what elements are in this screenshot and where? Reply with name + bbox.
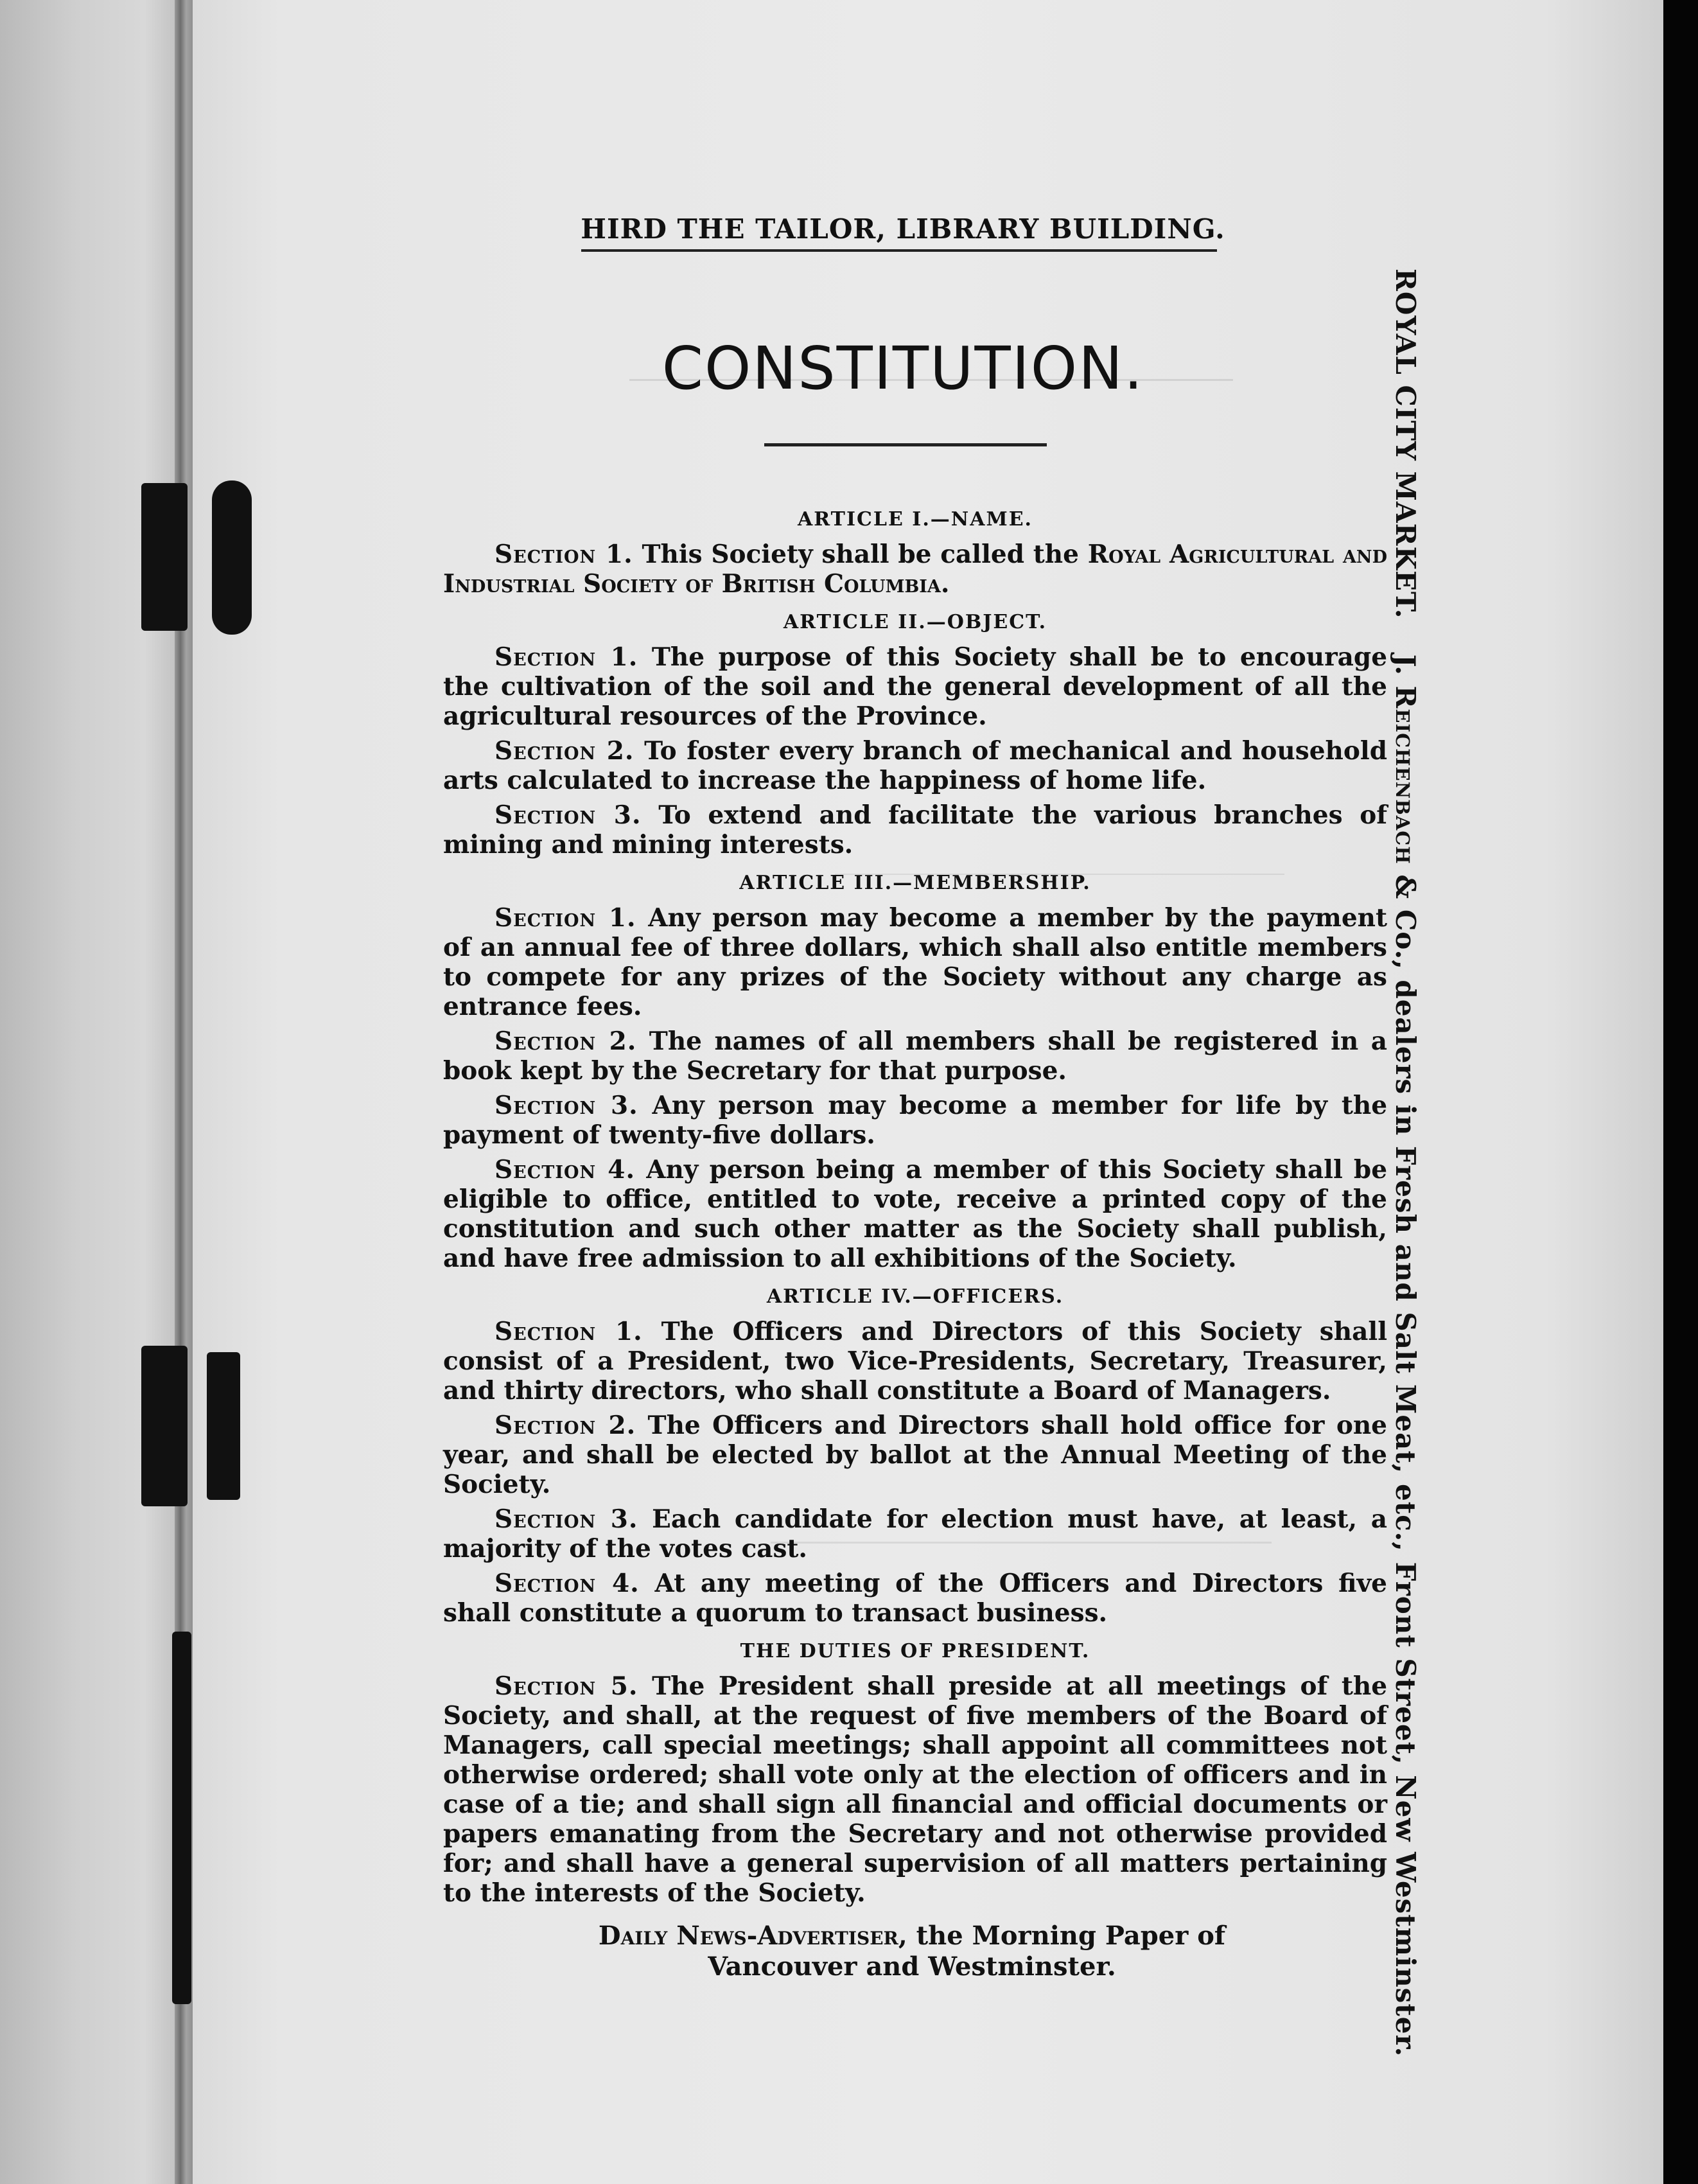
section-paragraph (443, 1569, 1387, 1628)
section-text: The Officers and Directors shall hold office for one year, and shall be elected by ballot at the Annual Meeting of the Society. (443, 1411, 1387, 1499)
section-label: Section 2. (495, 736, 635, 766)
footer-line-1 (527, 1921, 1297, 1951)
footer-line-2: Vancouver and Westminster. (708, 1951, 1116, 1982)
facing-page-edge (0, 0, 193, 2184)
newspaper-advertisement (527, 1921, 1297, 1982)
section-paragraph (443, 736, 1387, 795)
section-label: Section 5. (495, 1671, 638, 1701)
side-ad-text: & Co., dealers in Fresh and Salt Meat, etc., Front Street, New Westminster. (1390, 864, 1421, 2057)
section-paragraph (443, 1317, 1387, 1405)
section-paragraph (443, 1155, 1387, 1273)
section-text: To extend and facilitate the various branches of mining and mining interests. (443, 800, 1387, 859)
section-text: At any meeting of the Officers and Directors five shall constitute a quorum to transact business. (443, 1569, 1387, 1628)
binding-staple-top-right (212, 480, 252, 635)
section-label: Section 2. (495, 1411, 636, 1440)
section-label: Section 3. (495, 1091, 638, 1120)
society-name: Royal Agricultural and Industrial Society of British Columbia (443, 540, 1387, 599)
firm-name: Reichenbach (1390, 685, 1421, 865)
section-text: Any person being a member of this Society shall be eligible to office, entitled to vote, receive a printed copy of the constitution and such other matter as the Society shall publish, and have free admission to all exhibitions of the Society. (443, 1155, 1388, 1273)
header-rule (581, 249, 1217, 252)
section-paragraph (443, 1026, 1387, 1086)
scan-border (1663, 0, 1698, 2184)
binding-edge-shadow (172, 1632, 191, 2004)
article-heading: ARTICLE IV.—OFFICERS. (766, 1285, 1064, 1308)
section-paragraph (443, 1411, 1387, 1499)
section-paragraph (443, 1504, 1387, 1563)
section-paragraph (443, 540, 1387, 599)
market-name: ROYAL CITY MARKET. (1390, 269, 1421, 619)
side-ad-text: J. (1390, 654, 1421, 686)
section-text: Any person may become a member by the payment of an annual fee of three dollars, which shall also entitle members to compete for any prizes of the Society without any charge as entrance fees. (443, 903, 1387, 1021)
title-rule (764, 443, 1047, 446)
section-paragraph (443, 800, 1387, 859)
section-text: The President shall preside at all meetings of the Society, and shall, at the request of five members of the Board of Managers, call special meetings; shall appoint all committees not otherwise ordered; shall vote only at the election of officers and in case of a tie; and shall sign all financial and official documents or papers emanating from the Secretary and not otherwise provided for; and shall have a general supervision of all matters pertaining to the interests of the Society. (443, 1671, 1388, 1908)
section-paragraph (443, 642, 1387, 731)
section-label: Section 1. (495, 540, 633, 569)
binding-staple-bottom-left (141, 1346, 188, 1506)
section-paragraph (443, 1671, 1387, 1908)
article-heading: ARTICLE I.—NAME. (797, 508, 1033, 531)
binding-staple-bottom-right (207, 1352, 240, 1500)
article-heading: ARTICLE III.—MEMBERSHIP. (739, 872, 1091, 894)
section-label: Section 1. (495, 1317, 643, 1346)
section-text: Each candidate for election must have, at least, a majority of the votes cast. (443, 1504, 1387, 1563)
section-label: Section 1. (495, 642, 638, 672)
article-heading: ARTICLE II.—OBJECT. (783, 611, 1047, 633)
article-heading: THE DUTIES OF PRESIDENT. (740, 1640, 1090, 1662)
tailor-advertisement: HIRD THE TAILOR, LIBRARY BUILDING. (581, 213, 1225, 245)
section-paragraph (443, 903, 1387, 1021)
section-text: This Society shall be called the (642, 540, 1088, 569)
section-paragraph (443, 1091, 1387, 1150)
section-label: Section 4. (495, 1155, 636, 1184)
section-label: Section 3. (495, 800, 642, 830)
section-label: Section 2. (495, 1026, 637, 1056)
section-text: The Officers and Directors of this Society shall consist of a President, two Vice-Presidents, Secretary, Treasurer, and thirty directors, who shall constitute a Board of Managers. (443, 1317, 1388, 1405)
section-label: Section 3. (495, 1504, 638, 1534)
constitution-body (443, 496, 1387, 1913)
section-text: To foster every branch of mechanical and household arts calculated to increase the happiness of home life. (443, 736, 1387, 795)
section-label: Section 1. (495, 903, 636, 933)
page-title: CONSTITUTION. (661, 334, 1144, 403)
section-text: Any person may become a member for life by the payment of twenty-five dollars. (443, 1091, 1388, 1150)
section-label: Section 4. (495, 1569, 640, 1598)
newspaper-name: Daily News-Advertiser (598, 1921, 898, 1951)
section-text: The purpose of this Society shall be to encourage the cultivation of the soil and the general development of all the agricultural resources of the Province. (443, 642, 1388, 731)
binding-staple-top-left (141, 483, 188, 631)
section-text: The names of all members shall be registered in a book kept by the Secretary for that purpose. (443, 1026, 1388, 1086)
market-side-advertisement (1378, 269, 1433, 2057)
section-text: . (940, 569, 950, 599)
footer-text: , the Morning Paper of (898, 1921, 1226, 1951)
